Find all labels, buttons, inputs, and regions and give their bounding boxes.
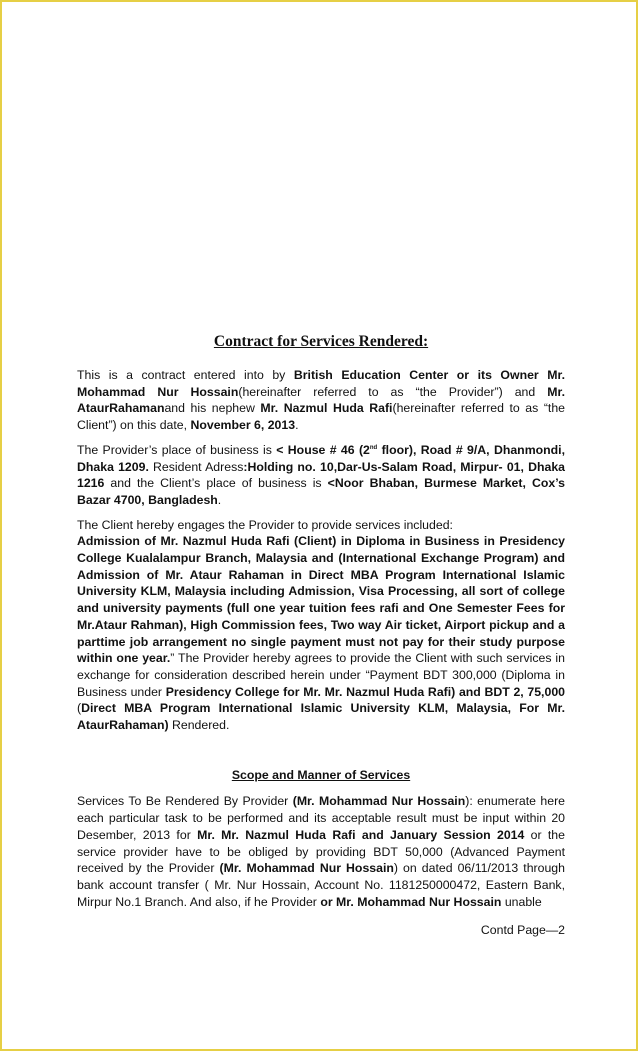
business-address-paragraph-run: Resident Adress [148,459,244,474]
scope-paragraph-run: ) on dated 06/11/2013 through bank account transfer ( Mr. Nur Hossain, Account No. 1181250000472, Eastern Bank, Mirpur No.1 Branch. And also, if he Provider [77,861,565,909]
scope-heading: Scope and Manner of Services [231,767,411,782]
contract-title: Contract for Services Rendered: [213,333,429,350]
scope-paragraph-run: (Mr. Mohammad Nur Hossain [219,861,394,876]
parties-paragraph-run: British Education Center or its Owner Mr. Mohammad Nur Hossain [77,368,565,399]
document-body [77,332,565,939]
scope-paragraph-run: (Mr. Mohammad Nur Hossain [292,794,466,809]
scope-paragraph-run: ): enumerate here each particular task to be performed and its acceptable result must be input within 20 Desember, 2013 for [77,794,565,842]
business-address-paragraph-run: nd [369,444,378,451]
business-address-paragraph-run: . [217,492,222,507]
parties-paragraph [77,367,565,434]
scope-paragraph-run: Mr. Mr. Nazmul Huda Rafi and January Session 2014 [197,827,525,842]
services-paragraph-run: ( [77,701,82,716]
scope-paragraph-run: Services To Be Rendered By Provider [77,794,293,809]
services-paragraph-run: Admission of Mr. Nazmul Huda Rafi (Client) in Diploma in Business in Presidency College Kualalampur Branch, Malaysia and (International Exchange Program) and Admission of Mr. Ataur Rahaman in Direct MBA Program International Islamic University KLM, Malaysia including Admission, Visa Processing, all sort of college and university payments (full one year tuition fees rafi and One Semester Fees for Mr.Ataur Rahman), High Commission fees, Two way Air ticket, Airport pickup and a parttime job arrangement no single payment must not pay for their study purpose within one year. [77,534,565,666]
scope-paragraph [77,793,565,910]
parties-paragraph-run: (hereinafter referred to as “the Client”) on this date, [77,401,566,433]
business-address-paragraph-run: :Holding no. 10,Dar-Us-Salam Road, Mirpur- 01, Dhaka 1216 [77,459,565,491]
services-paragraph [77,517,565,734]
parties-paragraph-run: This is a contract entered into by [77,368,294,382]
business-address-paragraph [77,442,565,509]
services-paragraph-run: The Client hereby engages the Provider to provide services included: [77,517,453,532]
business-address-paragraph-run: <Noor Bhaban, Burmese Market, Cox’s Bazar 4700, Bangladesh [77,476,566,507]
parties-paragraph-run: (hereinafter referred to as “the Provider”) and [238,384,548,399]
services-paragraph-run: Rendered. [168,718,230,733]
services-paragraph-run: Direct MBA Program International Islamic University KLM, Malaysia, For Mr. AtaurRahaman) [77,701,565,733]
continued-page-note: Contd Page—2 [480,923,565,938]
parties-paragraph-run: Mr. AtaurRahaman [77,384,565,416]
business-address-paragraph-run: The Provider’s place of business is [77,442,277,457]
services-paragraph-run: Presidency College for Mr. Mr. Nazmul Huda Rafi) and BDT 2, 75,000 [165,684,565,699]
scope-paragraph-run: or Mr. Mohammad Nur Hossain [320,894,502,909]
services-paragraph-run: ” The Provider hereby agrees to provide the Client with such services in exchange for consideration described herein under “Payment BDT 300,000 (Diploma in Business under [77,651,565,699]
scope-paragraph-run: or the service provider have to be obliged by providing BDT 50,000 (Advanced Payment received by the Provider [77,827,565,876]
scope-paragraph-run: unable [501,894,542,909]
business-address-paragraph-run: floor), Road # 9/A, Dhanmondi, Dhaka 1209. [77,442,565,474]
business-address-paragraph-run: and the Client’s place of business is [104,476,328,491]
parties-paragraph-run: Mr. Nazmul Huda Rafi [260,401,393,416]
business-address-paragraph-run: < House # 46 (2 [276,442,370,457]
parties-paragraph-run: and his nephew [164,401,261,416]
parties-paragraph-run: . [295,418,299,433]
parties-paragraph-run: November 6, 2013 [190,418,296,433]
